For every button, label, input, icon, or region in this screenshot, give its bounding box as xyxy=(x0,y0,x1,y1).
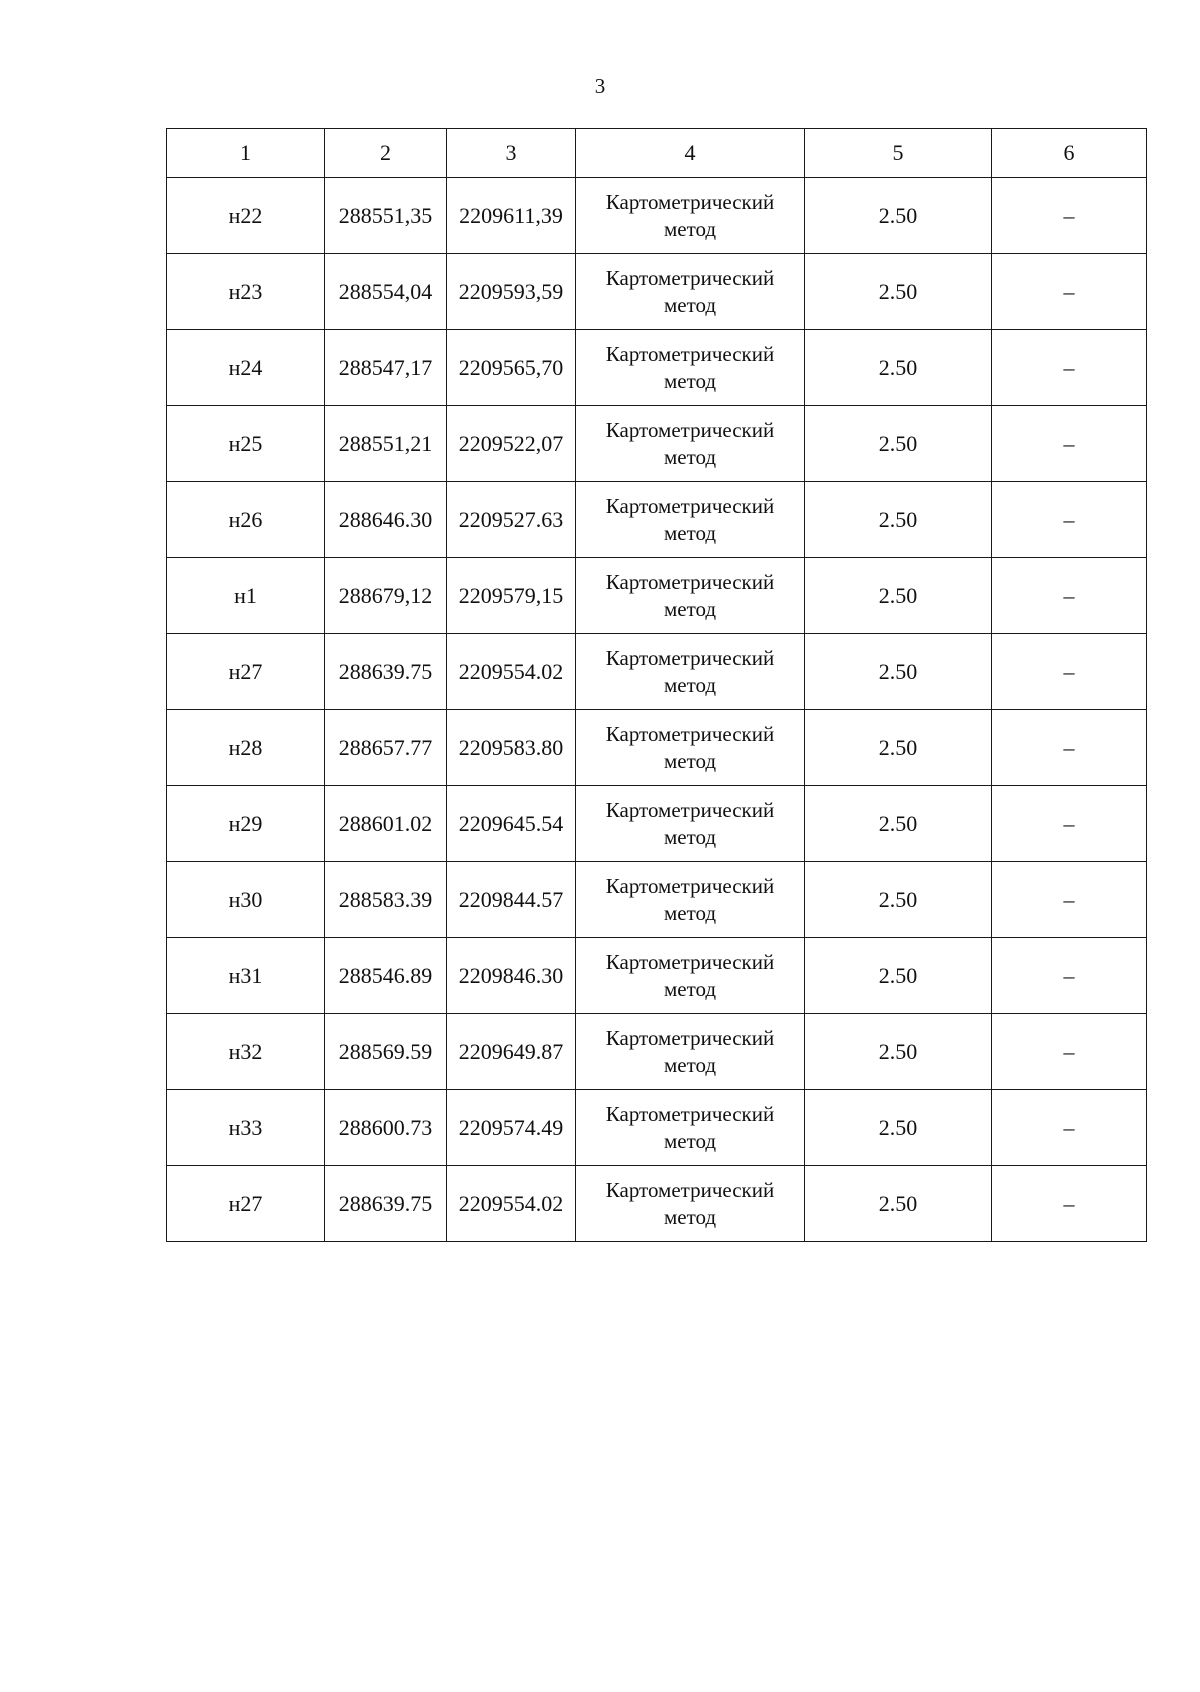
x-coordinate-cell: 288679,12 xyxy=(325,558,447,634)
point-name-cell: н31 xyxy=(167,938,325,1014)
table-row xyxy=(167,1090,1147,1166)
method-cell xyxy=(576,938,805,1014)
note-cell: – xyxy=(992,482,1147,558)
note-cell: – xyxy=(992,862,1147,938)
table-row xyxy=(167,1014,1147,1090)
x-coordinate-cell: 288639.75 xyxy=(325,634,447,710)
coordinates-table xyxy=(166,128,1147,1242)
y-coordinate-cell: 2209844.57 xyxy=(447,862,576,938)
note-cell: – xyxy=(992,634,1147,710)
x-coordinate-cell: 288554,04 xyxy=(325,254,447,330)
x-coordinate-cell: 288657.77 xyxy=(325,710,447,786)
method-cell xyxy=(576,254,805,330)
x-coordinate-cell: 288639.75 xyxy=(325,1166,447,1242)
accuracy-cell: 2.50 xyxy=(805,634,992,710)
table-row xyxy=(167,1166,1147,1242)
method-line-2: метод xyxy=(663,976,717,1001)
accuracy-cell: 2.50 xyxy=(805,710,992,786)
accuracy-cell: 2.50 xyxy=(805,406,992,482)
method-line-1: Картометрический xyxy=(605,645,775,670)
method-line-2: метод xyxy=(663,748,717,773)
method-line-2: метод xyxy=(663,216,717,241)
note-cell: – xyxy=(992,938,1147,1014)
accuracy-cell: 2.50 xyxy=(805,786,992,862)
table-row xyxy=(167,558,1147,634)
note-cell: – xyxy=(992,254,1147,330)
method-cell xyxy=(576,406,805,482)
method-line-2: метод xyxy=(663,824,717,849)
y-coordinate-cell: 2209565,70 xyxy=(447,330,576,406)
method-cell xyxy=(576,1014,805,1090)
point-name-cell: н29 xyxy=(167,786,325,862)
note-cell: – xyxy=(992,330,1147,406)
y-coordinate-cell: 2209583.80 xyxy=(447,710,576,786)
method-line-2: метод xyxy=(663,672,717,697)
note-cell: – xyxy=(992,786,1147,862)
method-line-2: метод xyxy=(663,1052,717,1077)
point-name-cell: н28 xyxy=(167,710,325,786)
table-row xyxy=(167,330,1147,406)
accuracy-cell: 2.50 xyxy=(805,862,992,938)
y-coordinate-cell: 2209554.02 xyxy=(447,634,576,710)
column-header: 6 xyxy=(992,129,1147,178)
note-cell: – xyxy=(992,1090,1147,1166)
x-coordinate-cell: 288646.30 xyxy=(325,482,447,558)
x-coordinate-cell: 288546.89 xyxy=(325,938,447,1014)
accuracy-cell: 2.50 xyxy=(805,178,992,254)
accuracy-cell: 2.50 xyxy=(805,1014,992,1090)
accuracy-cell: 2.50 xyxy=(805,1166,992,1242)
method-line-1: Картометрический xyxy=(605,797,775,822)
method-line-2: метод xyxy=(663,520,717,545)
note-cell: – xyxy=(992,406,1147,482)
method-line-1: Картометрический xyxy=(605,341,775,366)
accuracy-cell: 2.50 xyxy=(805,938,992,1014)
y-coordinate-cell: 2209574.49 xyxy=(447,1090,576,1166)
method-line-1: Картометрический xyxy=(605,1101,775,1126)
note-cell: – xyxy=(992,710,1147,786)
y-coordinate-cell: 2209554.02 xyxy=(447,1166,576,1242)
x-coordinate-cell: 288547,17 xyxy=(325,330,447,406)
method-line-2: метод xyxy=(663,444,717,469)
accuracy-cell: 2.50 xyxy=(805,330,992,406)
method-line-1: Картометрический xyxy=(605,265,775,290)
page-number: 3 xyxy=(594,74,606,98)
method-line-1: Картометрический xyxy=(605,417,775,442)
point-name-cell: н27 xyxy=(167,634,325,710)
table-row xyxy=(167,254,1147,330)
method-cell xyxy=(576,710,805,786)
point-name-cell: н27 xyxy=(167,1166,325,1242)
table-row xyxy=(167,634,1147,710)
method-line-1: Картометрический xyxy=(605,873,775,898)
column-header: 1 xyxy=(167,129,325,178)
x-coordinate-cell: 288583.39 xyxy=(325,862,447,938)
point-name-cell: н23 xyxy=(167,254,325,330)
table-row xyxy=(167,862,1147,938)
table-header-row xyxy=(167,129,1147,178)
table-row xyxy=(167,406,1147,482)
x-coordinate-cell: 288551,21 xyxy=(325,406,447,482)
column-header: 3 xyxy=(447,129,576,178)
point-name-cell: н30 xyxy=(167,862,325,938)
y-coordinate-cell: 2209593,59 xyxy=(447,254,576,330)
point-name-cell: н24 xyxy=(167,330,325,406)
table-row xyxy=(167,178,1147,254)
method-line-2: метод xyxy=(663,596,717,621)
method-cell xyxy=(576,558,805,634)
table-row xyxy=(167,482,1147,558)
method-cell xyxy=(576,1090,805,1166)
method-line-2: метод xyxy=(663,1128,717,1153)
table-row xyxy=(167,710,1147,786)
method-cell xyxy=(576,1166,805,1242)
method-cell xyxy=(576,786,805,862)
y-coordinate-cell: 2209649.87 xyxy=(447,1014,576,1090)
point-name-cell: н26 xyxy=(167,482,325,558)
point-name-cell: н33 xyxy=(167,1090,325,1166)
column-header: 5 xyxy=(805,129,992,178)
accuracy-cell: 2.50 xyxy=(805,254,992,330)
method-line-1: Картометрический xyxy=(605,1025,775,1050)
method-line-2: метод xyxy=(663,1204,717,1229)
method-line-2: метод xyxy=(663,368,717,393)
method-line-1: Картометрический xyxy=(605,1177,775,1202)
accuracy-cell: 2.50 xyxy=(805,1090,992,1166)
method-line-1: Картометрический xyxy=(605,721,775,746)
y-coordinate-cell: 2209645.54 xyxy=(447,786,576,862)
point-name-cell: н1 xyxy=(167,558,325,634)
method-cell xyxy=(576,862,805,938)
accuracy-cell: 2.50 xyxy=(805,482,992,558)
column-header: 4 xyxy=(576,129,805,178)
note-cell: – xyxy=(992,1014,1147,1090)
column-header: 2 xyxy=(325,129,447,178)
note-cell: – xyxy=(992,178,1147,254)
note-cell: – xyxy=(992,558,1147,634)
table-row xyxy=(167,938,1147,1014)
point-name-cell: н32 xyxy=(167,1014,325,1090)
method-line-1: Картометрический xyxy=(605,569,775,594)
y-coordinate-cell: 2209846.30 xyxy=(447,938,576,1014)
method-line-2: метод xyxy=(663,900,717,925)
method-line-1: Картометрический xyxy=(605,949,775,974)
note-cell: – xyxy=(992,1166,1147,1242)
x-coordinate-cell: 288551,35 xyxy=(325,178,447,254)
y-coordinate-cell: 2209522,07 xyxy=(447,406,576,482)
method-line-2: метод xyxy=(663,292,717,317)
method-cell xyxy=(576,634,805,710)
accuracy-cell: 2.50 xyxy=(805,558,992,634)
table-row xyxy=(167,786,1147,862)
method-line-1: Картометрический xyxy=(605,493,775,518)
x-coordinate-cell: 288601.02 xyxy=(325,786,447,862)
method-cell xyxy=(576,330,805,406)
x-coordinate-cell: 288600.73 xyxy=(325,1090,447,1166)
method-cell xyxy=(576,482,805,558)
point-name-cell: н25 xyxy=(167,406,325,482)
y-coordinate-cell: 2209527.63 xyxy=(447,482,576,558)
y-coordinate-cell: 2209611,39 xyxy=(447,178,576,254)
x-coordinate-cell: 288569.59 xyxy=(325,1014,447,1090)
point-name-cell: н22 xyxy=(167,178,325,254)
method-cell xyxy=(576,178,805,254)
method-line-1: Картометрический xyxy=(605,189,775,214)
y-coordinate-cell: 2209579,15 xyxy=(447,558,576,634)
